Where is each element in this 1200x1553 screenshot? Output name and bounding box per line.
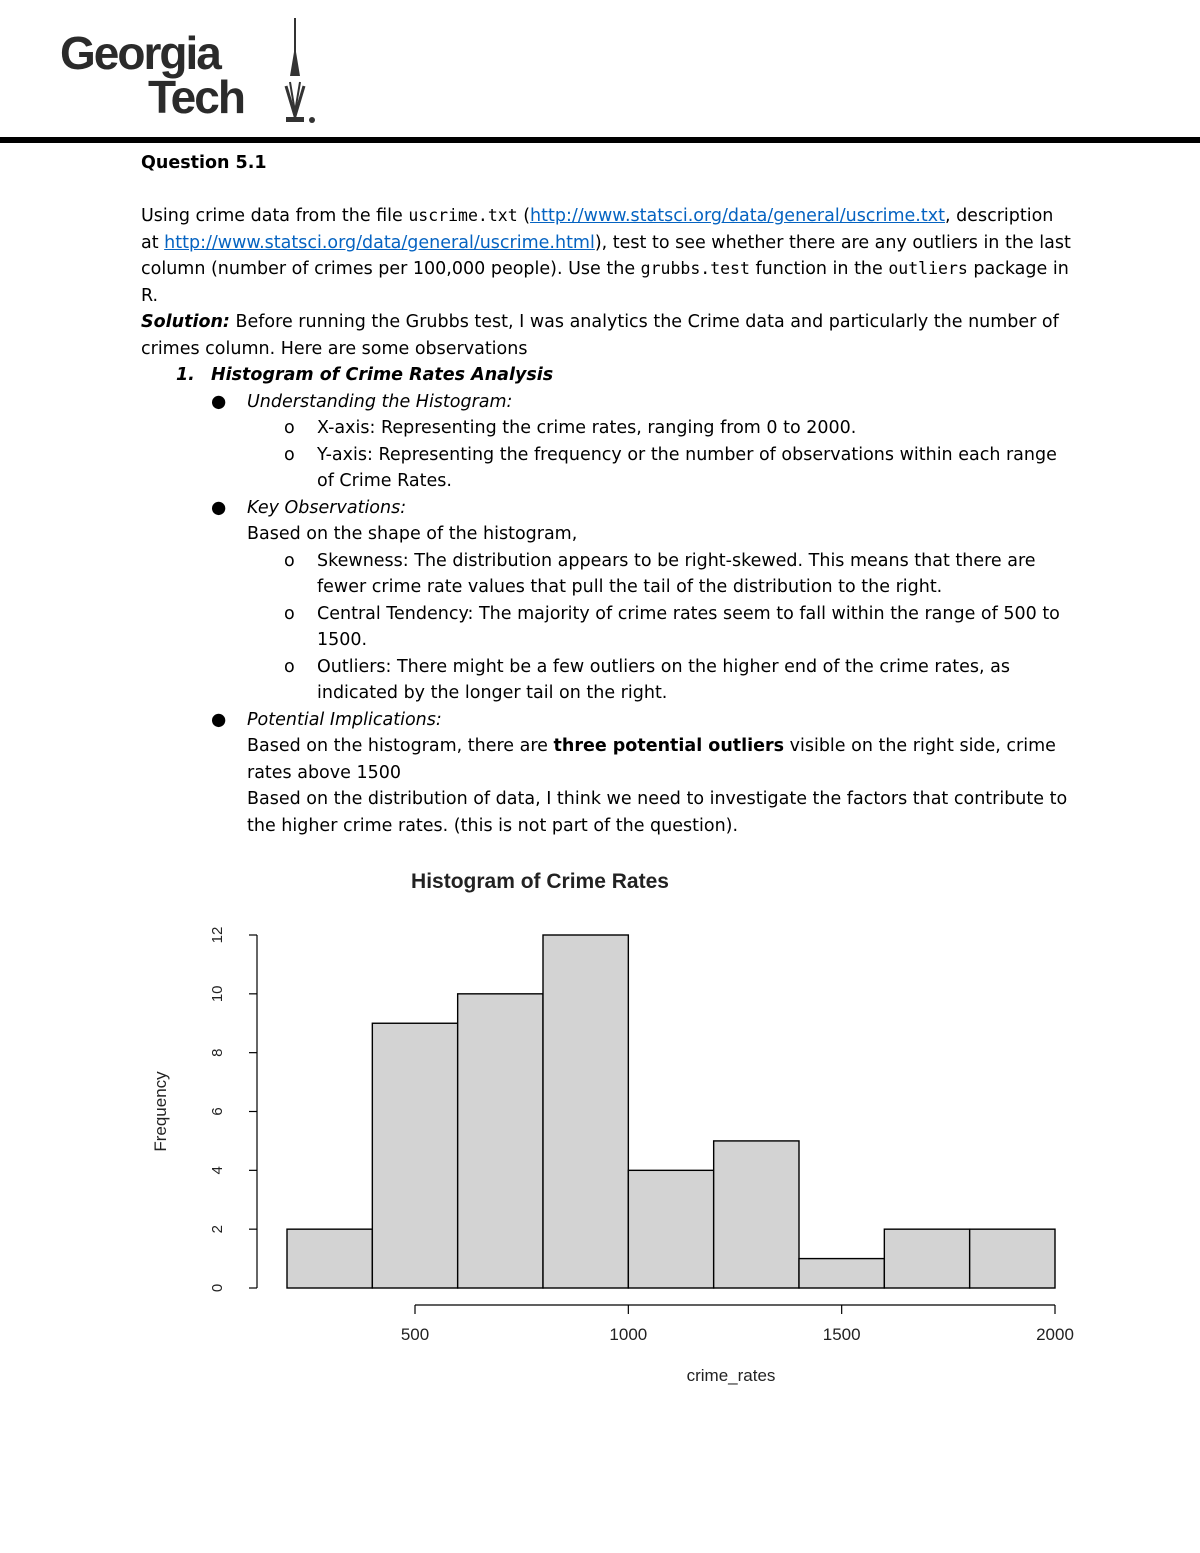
bullet-potential-implications <box>141 707 1071 734</box>
x-tick-label: 500 <box>400 1325 430 1344</box>
section-heading <box>141 362 1071 389</box>
y-tick-label: 8 <box>209 1048 226 1057</box>
circle-bullet-icon: o <box>284 550 295 571</box>
histogram-bar <box>628 1170 713 1288</box>
question-text-a: Using crime data from the file <box>141 206 409 226</box>
outliers-text: Outliers: There might be a few outliers on the higher end of the crime rates, as indicated by the longer tail on the right. <box>317 656 1011 703</box>
y-tick-label: 6 <box>209 1107 226 1116</box>
sub-item-central-tendency <box>141 601 1071 654</box>
histogram-chart <box>130 860 1100 1390</box>
question-paragraph <box>141 203 1071 309</box>
circle-bullet-icon: o <box>284 444 295 465</box>
document-body <box>141 150 1071 839</box>
x-tick-label: 2000 <box>1036 1325 1074 1344</box>
histogram-bar <box>970 1229 1055 1288</box>
solution-text: Before running the Grubbs test, I was analytics the Crime data and particularly the number of crimes column. Here are some observations <box>141 312 1059 359</box>
histogram-bar <box>458 994 543 1288</box>
histogram-bar <box>884 1229 969 1288</box>
x-tick-label: 1000 <box>609 1325 648 1344</box>
circle-bullet-icon: o <box>284 603 295 624</box>
bullet-icon: ● <box>211 709 227 730</box>
histogram-bar <box>287 1229 372 1288</box>
bullet-implications-label: Potential Implications: <box>247 709 442 730</box>
question-text-c: , description at <box>141 206 1054 253</box>
section-number: 1. <box>176 365 195 385</box>
y-tick-label: 4 <box>209 1166 226 1175</box>
implications-text-2: Based on the distribution of data, I think we need to investigate the factors that contribute to the higher crime rates. (this is not part of the question). <box>247 789 1068 836</box>
data-link[interactable]: http://www.statsci.org/data/general/uscrime.txt <box>530 206 945 226</box>
y-tick-label: 0 <box>209 1283 226 1293</box>
implications-text-b: visible on the right side, crime rates above 1500 <box>247 736 1056 783</box>
histogram-bar <box>543 935 628 1288</box>
sub-item-skewness <box>141 548 1071 601</box>
logo-word-tech: Tech <box>148 71 244 123</box>
bullet-icon: ● <box>211 391 227 412</box>
y-tick-label: 12 <box>209 926 226 944</box>
histogram-bar <box>372 1023 457 1288</box>
implications-text-1 <box>141 733 1071 786</box>
sub-item-x-axis <box>141 415 1071 442</box>
question-text-f: package in R. <box>141 259 1069 306</box>
section-title: Histogram of Crime Rates Analysis <box>211 365 554 385</box>
circle-bullet-icon: o <box>284 656 295 677</box>
package-name: outliers <box>888 259 968 278</box>
logo-word-georgia: Georgia <box>60 27 220 79</box>
function-name: grubbs.test <box>640 259 750 278</box>
bullet-icon: ● <box>211 497 227 518</box>
central-tendency-text: Central Tendency: The majority of crime rates seem to fall within the range of 500 to 1500. <box>317 603 1060 650</box>
y-tick-label: 2 <box>209 1224 226 1234</box>
bullet-understanding <box>141 389 1071 416</box>
circle-bullet-icon: o <box>284 418 295 438</box>
y-tick-label: 10 <box>209 985 226 1003</box>
x-tick-label: 1500 <box>822 1325 861 1344</box>
implications-text-a: Based on the histogram, there are <box>247 736 554 756</box>
solution-label: Solution: <box>141 312 230 332</box>
sub-item-outliers <box>141 654 1071 707</box>
question-text-b: ( <box>517 206 531 226</box>
question-text-e: function in the <box>749 259 889 279</box>
x-axis-label: crime_rates <box>686 1366 776 1385</box>
x-axis-text: X-axis: Representing the crime rates, ranging from 0 to 2000. <box>317 418 857 438</box>
question-title: Question 5.1 <box>141 153 267 173</box>
chart-title: Histogram of Crime Rates <box>411 870 669 893</box>
sub-item-y-axis <box>141 442 1071 495</box>
bullet-key-label: Key Observations: <box>247 497 407 518</box>
tech-tower-icon <box>278 16 328 128</box>
question-text-d: ), test to see whether there are any outliers in the last column (number of crimes per 100,000 people). Use the <box>141 232 1071 279</box>
key-intro: Based on the shape of the histogram, <box>247 524 578 544</box>
solution-paragraph <box>141 309 1071 362</box>
histogram-bar <box>799 1259 884 1288</box>
bullet-understanding-label: Understanding the Histogram: <box>247 391 513 412</box>
georgia-tech-logo <box>60 16 330 128</box>
skewness-text: Skewness: The distribution appears to be right-skewed. This means that there are fewer crime rate values that pull the tail of the distribution to the right. <box>317 550 1036 597</box>
implications-bold: three potential outliers <box>553 736 785 756</box>
bullet-key-observations <box>141 495 1071 522</box>
file-name: uscrime.txt <box>408 206 518 225</box>
y-axis-label: Frequency <box>151 1071 170 1152</box>
description-link[interactable]: http://www.statsci.org/data/general/uscrime.html <box>164 232 595 253</box>
y-axis-text: Y-axis: Representing the frequency or the number of observations within each range of Crime Rates. <box>317 444 1057 491</box>
histogram-bar <box>714 1141 799 1288</box>
header-rule <box>0 137 1200 143</box>
